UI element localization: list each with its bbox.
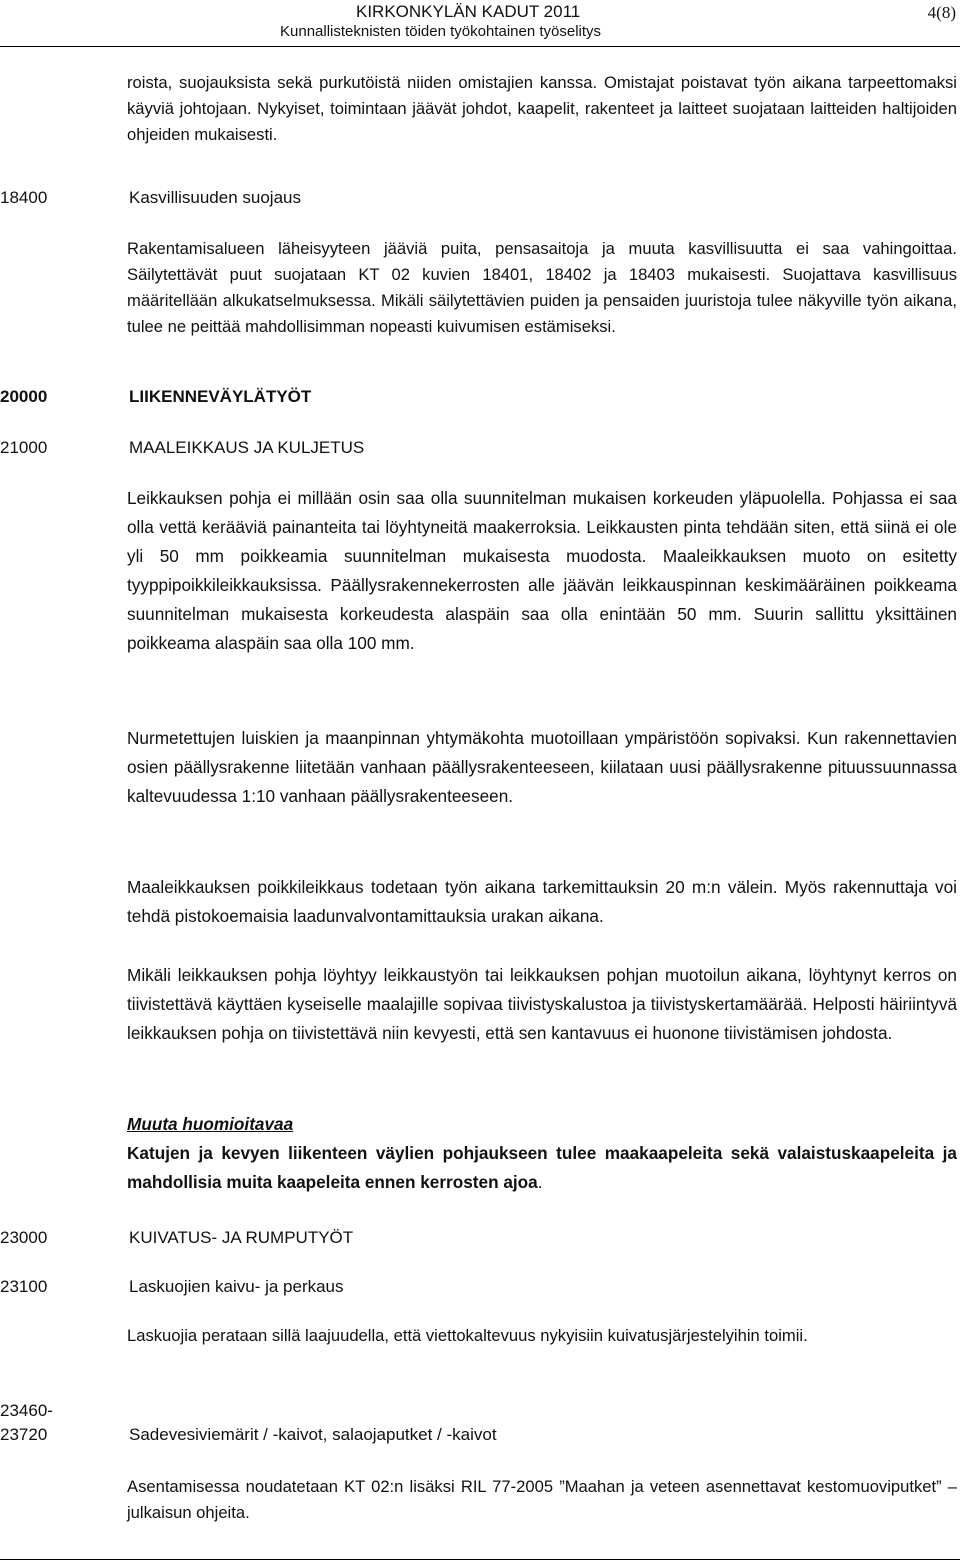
muuta-huomioitavaa-title: Muuta huomioitavaa: [127, 1114, 294, 1134]
section-21000-paragraph-1: Leikkauksen pohja ei millään osin saa olla suunnitelman mukaisen korkeuden yläpuolella. Pohjassa ei saa olla vettä kerääviä painanteita tai löyhtyneitä maakerroksia. Leikkausten pinta tehdään siten, että siinä ei ole yli 50 mm poikkeamia suunnitelman mukaisesta muodosta. Maaleikkauksen muoto on esitetty tyyppipoikkileikkauksissa. Päällysrakennekerrosten alle jäävän leikkauspinnan keskimääräinen poikkeama suunnitelman mukaisesta korkeudesta alaspäin saa olla enintään 50 mm. Suurin sallittu yksittäinen poikkeama alaspäin saa olla 100 mm.: [127, 488, 957, 653]
muuta-huomioitavaa-block: [127, 1110, 957, 1197]
section-18400-number: 18400: [0, 188, 48, 207]
section-23000-number: 23000: [0, 1228, 48, 1247]
section-23460-number-start: 23460-: [0, 1401, 53, 1420]
section-23460-number-end: 23720: [0, 1425, 48, 1444]
header-rule: [0, 46, 960, 47]
section-21000-number: 21000: [0, 438, 48, 457]
muuta-huomioitavaa-text: Katujen ja kevyen liikenteen väylien pohjaukseen tulee maakaapeleita sekä valaistuskaapeleita ja mahdollisia muita kaapeleita ennen kerrosten ajoa: [127, 1143, 957, 1192]
section-21000-paragraph-2: Nurmetettujen luiskien ja maanpinnan yhtymäkohta muotoillaan ympäristöön sopivaksi. Kun rakennettavien osien päällysrakenne liitetään vanhaan päällysrakenteeseen, kiilataan uusi päällysrakenne pituussuunnassa kaltevuudessa 1:10 vanhaan päällysrakenteeseen.: [127, 728, 957, 806]
section-23460-title: Sadevesiviemärit / -kaivot, salaojaputket / -kaivot: [129, 1425, 497, 1444]
page-header: [0, 0, 960, 46]
page-number: 4(8): [927, 3, 956, 22]
footer-rule: [0, 1559, 960, 1560]
section-21000-paragraph-3: Maaleikkauksen poikkileikkaus todetaan työn aikana tarkemittauksin 20 m:n välein. Myös rakennuttaja voi tehdä pistokoemaisia laadunvalvontamittauksia urakan aikana.: [127, 877, 957, 926]
section-20000-number: 20000: [0, 387, 48, 406]
header-title: KIRKONKYLÄN KADUT 2011: [356, 2, 581, 21]
section-20000-title: LIIKENNEVÄYLÄTYÖT: [129, 387, 312, 406]
intro-paragraph: roista, suojauksista sekä purkutöistä niiden omistajien kanssa. Omistajat poistavat työn aikana tarpeettomaksi käyviä johtojaan. Nykyiset, toimintaan jäävät johdot, kaapelit, rakenteet ja laitteet suojataan laitteiden haltijoiden ohjeiden mukaisesti.: [127, 73, 957, 144]
section-21000-title: MAALEIKKAUS JA KULJETUS: [129, 438, 365, 457]
section-23100-number: 23100: [0, 1277, 48, 1296]
muuta-huomioitavaa-end: .: [537, 1172, 543, 1192]
section-18400-title: Kasvillisuuden suojaus: [129, 188, 301, 207]
section-18400-text: Rakentamisalueen läheisyyteen jääviä puita, pensasaitoja ja muuta kasvillisuutta ei saa vahingoittaa. Säilytettävät puut suojataan KT 02 kuvien 18401, 18402 ja 18403 mukaisesti. Suojattava kasvillisuus määritellään alkukatselmuksessa. Mikäli säilytettävien puiden ja pensaiden juuristoja tulee näkyville työn aikana, tulee ne peittää mahdollisimman nopeasti kuivumisen estämiseksi.: [127, 239, 957, 336]
section-23100-title: Laskuojien kaivu- ja perkaus: [129, 1277, 344, 1296]
section-23000-title: KUIVATUS- JA RUMPUTYÖT: [129, 1228, 354, 1247]
muuta-huomioitavaa-text-wrap: [127, 1139, 957, 1197]
section-23100-text: Laskuojia perataan sillä laajuudella, että viettokaltevuus nykyisiin kuivatusjärjestelyihin toimii.: [127, 1326, 808, 1345]
section-21000-paragraph-4: Mikäli leikkauksen pohja löyhtyy leikkaustyön tai leikkauksen pohjan muotoilun aikana, löyhtynyt kerros on tiivistettävä käyttäen kyseiselle maalajille sopivaa tiivistyskalustoa ja tiivistyskertamäärää. Helposti häiriintyvä leikkauksen pohja on tiivistettävä niin kevyesti, että sen kantavuus ei huonone tiivistämisen johdosta.: [127, 965, 957, 1043]
section-23460-text: Asentamisessa noudatetaan KT 02:n lisäksi RIL 77-2005 ”Maahan ja veteen asennettavat kestomuoviputket” – julkaisun ohjeita.: [127, 1477, 957, 1522]
header-subtitle: Kunnallisteknisten töiden työkohtainen työselitys: [280, 23, 602, 40]
